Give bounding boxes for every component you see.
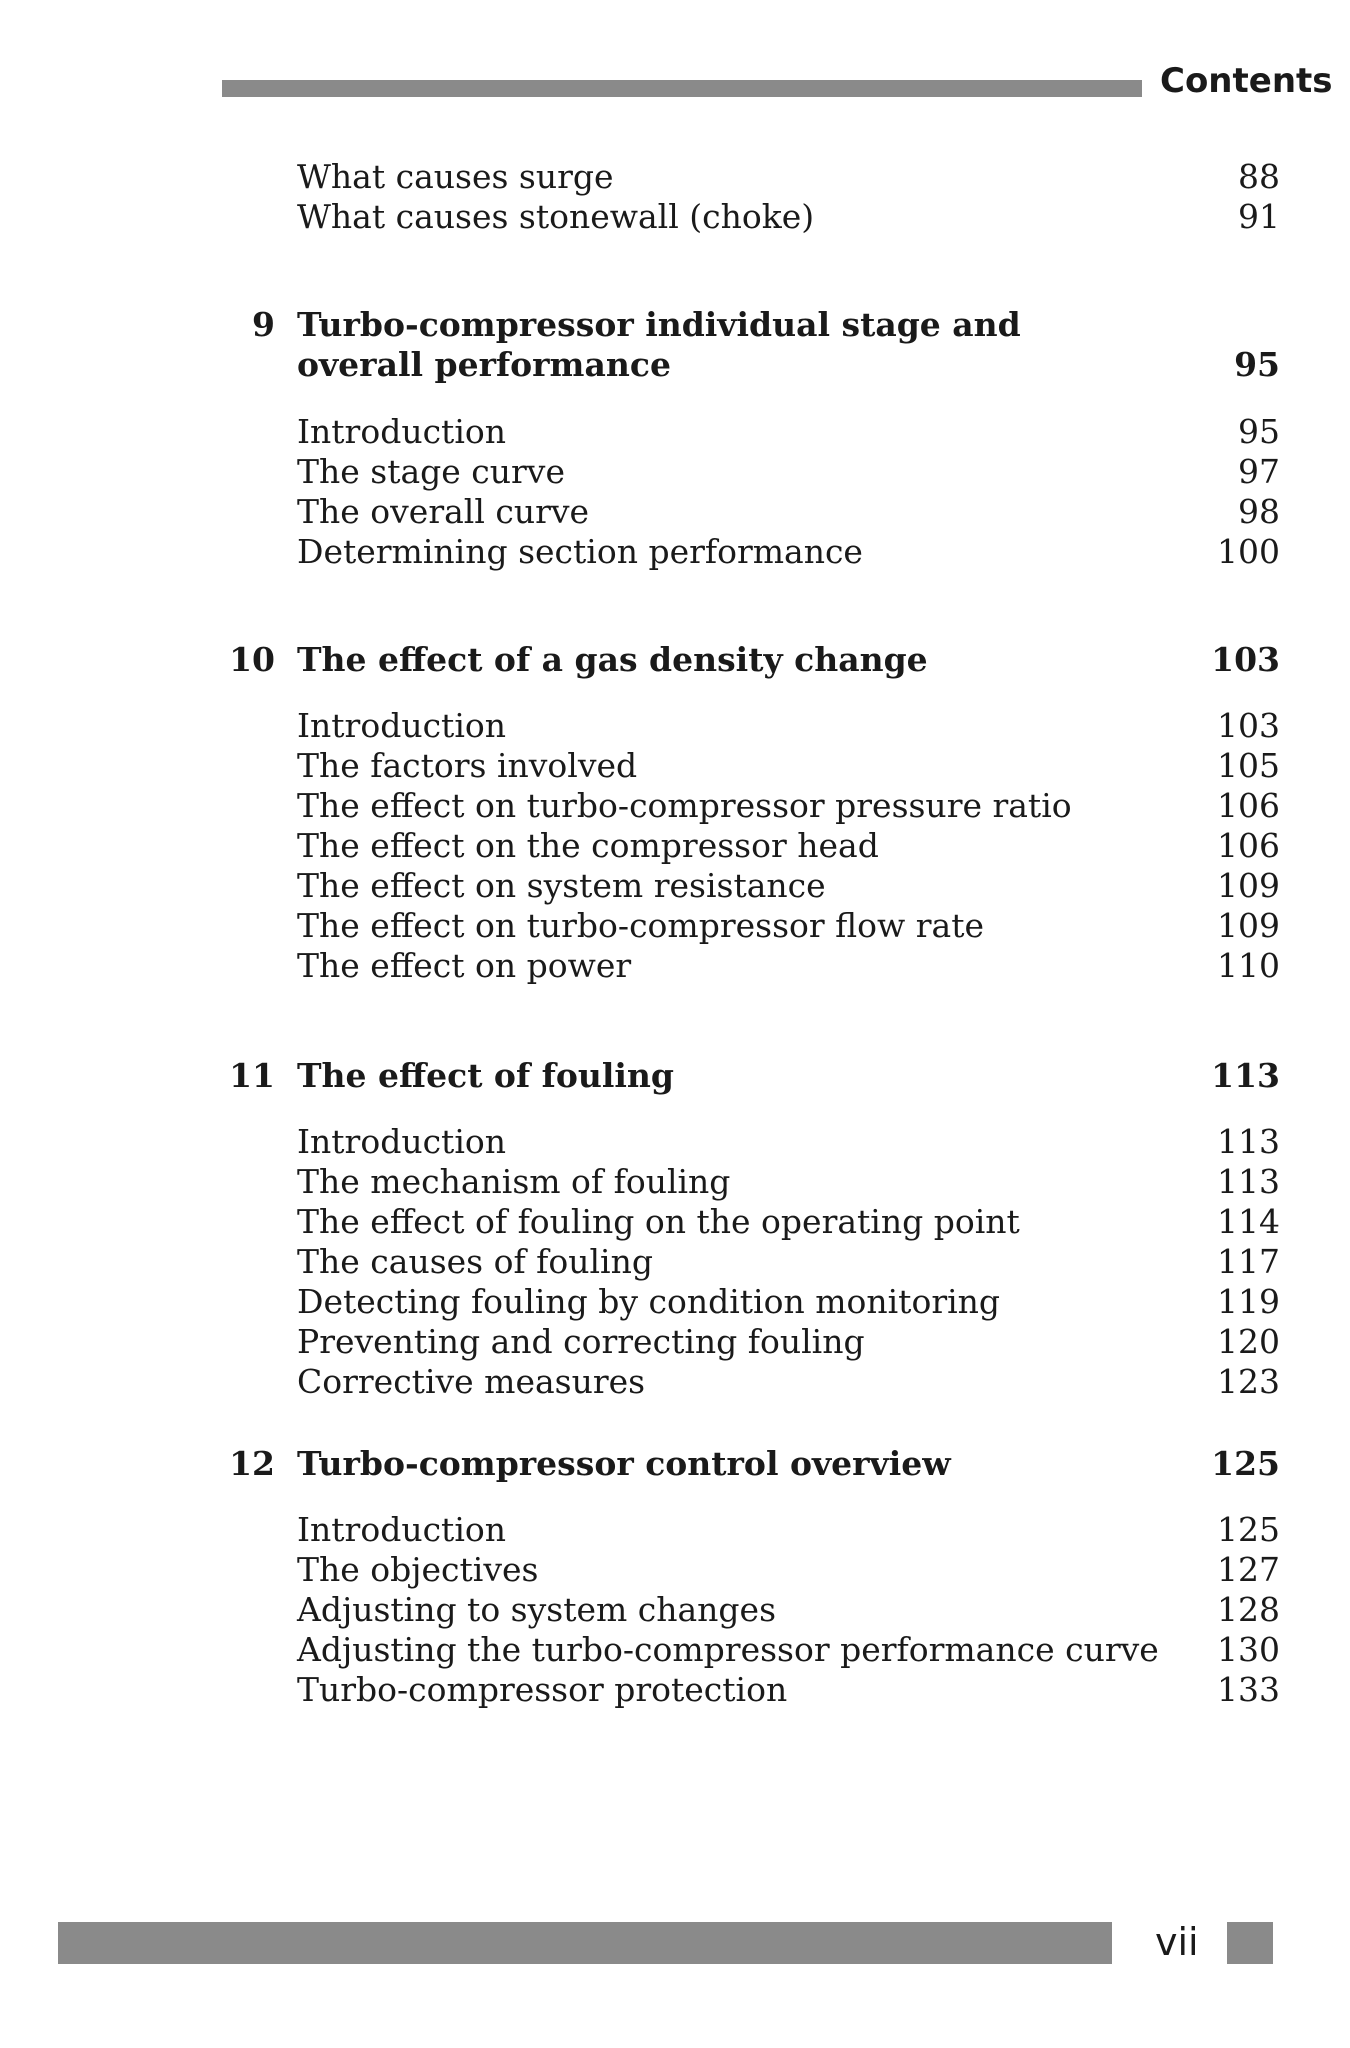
toc-entry[interactable]	[297, 1282, 1280, 1322]
toc-entry-page: 106	[1217, 786, 1280, 825]
header-rule-bar	[222, 80, 1142, 97]
footer-rule-block	[1227, 1922, 1273, 1964]
toc-entry[interactable]	[297, 866, 1280, 906]
chapter-title: Turbo-compressor control overview	[297, 1444, 951, 1483]
toc-entry[interactable]	[297, 826, 1280, 866]
toc-entry-page: 119	[1217, 1282, 1280, 1321]
toc-entry-page: 106	[1217, 826, 1280, 865]
toc-entry-title: The effect on turbo-compressor flow rate	[297, 906, 984, 945]
toc-entry-page: 125	[1217, 1510, 1280, 1549]
toc-entry-title: Detecting fouling by condition monitoring	[297, 1282, 1001, 1321]
chapter-number: 11	[229, 1056, 275, 1095]
toc-entry-title: The effect on system resistance	[297, 866, 826, 905]
toc-entry-title: The stage curve	[297, 452, 565, 491]
toc-entry-page: 109	[1217, 906, 1280, 945]
toc-entry-title: The effect on turbo-compressor pressure ratio	[297, 786, 1072, 825]
toc-entry-title: The mechanism of fouling	[297, 1162, 731, 1201]
toc-entry-page: 88	[1238, 157, 1280, 196]
toc-entry-title: Introduction	[297, 1122, 506, 1161]
toc-entry-page: 130	[1217, 1630, 1280, 1669]
toc-entry[interactable]	[297, 412, 1280, 452]
toc-entry-title: Preventing and correcting fouling	[297, 1322, 865, 1361]
toc-entry[interactable]	[297, 452, 1280, 492]
toc-entry[interactable]	[297, 1202, 1280, 1242]
chapter-heading-9[interactable]	[220, 305, 1280, 385]
toc-entry-page: 120	[1217, 1322, 1280, 1361]
toc-entry[interactable]	[297, 906, 1280, 946]
toc-entry-page: 105	[1217, 746, 1280, 785]
toc-entry-title: The overall curve	[297, 492, 590, 531]
toc-entry-title: Introduction	[297, 706, 506, 745]
toc-entry[interactable]	[297, 1322, 1280, 1362]
toc-entry-page: 100	[1217, 532, 1280, 571]
toc-entry-title: Turbo-compressor protection	[297, 1670, 788, 1709]
chapter-number: 9	[252, 305, 275, 344]
footer-rule-bar	[58, 1922, 1112, 1964]
toc-entry[interactable]	[297, 197, 1280, 237]
chapter-page: 125	[1211, 1444, 1280, 1483]
chapter-title: Turbo-compressor individual stage and overall performance	[297, 305, 1021, 384]
toc-entry-page: 113	[1217, 1122, 1280, 1161]
chapter-page: 113	[1211, 1056, 1280, 1095]
toc-entry-title: Adjusting the turbo-compressor performance curve	[297, 1630, 1159, 1669]
chapter-heading-12[interactable]	[220, 1444, 1280, 1484]
toc-entry[interactable]	[297, 532, 1280, 572]
toc-entry-page: 95	[1238, 412, 1280, 451]
toc-entry-page: 109	[1217, 866, 1280, 905]
toc-entry-title: Determining section performance	[297, 532, 863, 571]
chapter-number: 10	[229, 640, 275, 679]
toc-entry-page: 133	[1217, 1670, 1280, 1709]
toc-entry[interactable]	[297, 157, 1280, 197]
toc-entry[interactable]	[297, 1630, 1280, 1670]
chapter-title: The effect of fouling	[297, 1056, 674, 1095]
toc-entry[interactable]	[297, 1242, 1280, 1282]
toc-entry-title: What causes stonewall (choke)	[297, 197, 815, 236]
toc-entry-title: Adjusting to system changes	[297, 1590, 777, 1629]
chapter-page: 103	[1211, 640, 1280, 679]
toc-entry[interactable]	[297, 1510, 1280, 1550]
toc-entry[interactable]	[297, 1162, 1280, 1202]
toc-entry-title: The factors involved	[297, 746, 638, 785]
toc-entry-title: What causes surge	[297, 157, 614, 196]
toc-entry[interactable]	[297, 746, 1280, 786]
toc-entry-page: 114	[1217, 1202, 1280, 1241]
chapter-title: The effect of a gas density change	[297, 640, 928, 679]
toc-entry-page: 103	[1217, 706, 1280, 745]
toc-entry-page: 97	[1238, 452, 1280, 491]
chapter-number: 12	[229, 1444, 275, 1483]
toc-entry-title: Introduction	[297, 412, 506, 451]
toc-entry-title: The effect on power	[297, 946, 632, 985]
running-header-title: Contents	[1160, 61, 1333, 101]
toc-entry[interactable]	[297, 1590, 1280, 1630]
chapter-heading-11[interactable]	[220, 1056, 1280, 1096]
toc-entry-title: The effect of fouling on the operating point	[297, 1202, 1020, 1241]
toc-entry-page: 91	[1238, 197, 1280, 236]
toc-entry-title: The effect on the compressor head	[297, 826, 879, 865]
toc-entry[interactable]	[297, 786, 1280, 826]
toc-entry[interactable]	[297, 946, 1280, 986]
toc-entry[interactable]	[297, 1362, 1280, 1402]
toc-entry[interactable]	[297, 492, 1280, 532]
toc-entry-title: Corrective measures	[297, 1362, 646, 1401]
toc-entry-page: 110	[1217, 946, 1280, 985]
toc-entry[interactable]	[297, 1670, 1280, 1710]
footer-page-number: vii	[1155, 1920, 1199, 1964]
toc-entry[interactable]	[297, 1550, 1280, 1590]
toc-entry-page: 113	[1217, 1162, 1280, 1201]
toc-entry-page: 127	[1217, 1550, 1280, 1589]
chapter-heading-10[interactable]	[220, 640, 1280, 680]
chapter-page: 95	[1234, 345, 1280, 384]
toc-entry[interactable]	[297, 706, 1280, 746]
toc-entry-page: 128	[1217, 1590, 1280, 1629]
toc-entry[interactable]	[297, 1122, 1280, 1162]
toc-entry-page: 117	[1217, 1242, 1280, 1281]
toc-entry-title: The objectives	[297, 1550, 539, 1589]
toc-entry-page: 98	[1238, 492, 1280, 531]
toc-entry-title: Introduction	[297, 1510, 506, 1549]
toc-entry-page: 123	[1217, 1362, 1280, 1401]
toc-entry-title: The causes of fouling	[297, 1242, 653, 1281]
